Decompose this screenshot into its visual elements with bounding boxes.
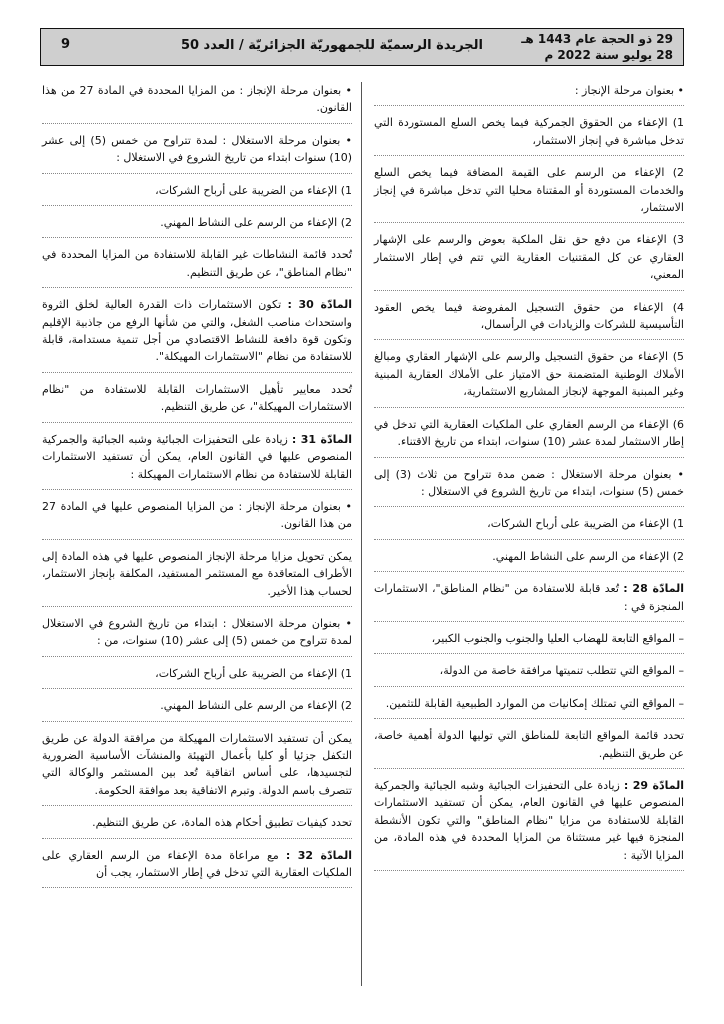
- text-paragraph: 2) الإعفاء من الرسم على القيمة المضافة فيما يخص السلع والخدمات المستوردة أو المقتناة محليا التي تدخل مباشرة في إنجاز الاستثمار،: [374, 164, 684, 223]
- right-column: [374, 82, 684, 879]
- article-text: تكون الاستثمارات ذات القدرة العالية لخلق الثروة واستحداث مناصب الشغل، والتي من شأنها الرفع من جاذبية الإقليم وتكون قوة دافعة للنشاط الاقتصادي من أجل تنمية مستدامة، قابلة للاستفادة من نظام "الاستثمارات المهيكلة".: [42, 298, 352, 364]
- article-text: مع مراعاة مدة الإعفاء من الرسم العقاري على الملكيات العقارية التي تدخل في إطار الاستثمار، يجب أن: [42, 848, 352, 879]
- article-label: المادّة 30 :: [287, 298, 352, 312]
- page-number: 9: [61, 37, 71, 52]
- text-paragraph: تُحدد قائمة النشاطات غير القابلة للاستفادة من المزايا المحددة في "نظام المناطق"، عن طريق التنظيم.: [42, 246, 352, 288]
- text-paragraph: 3) الإعفاء من دفع حق نقل الملكية بعوض والرسم على الإشهار العقاري عن كل المقتنيات العقارية التي تتم في إطار الاستثمار المعني،: [374, 231, 684, 290]
- text-paragraph: • بعنوان مرحلة الاستغلال : ابتداء من تاريخ الشروع في الاستغلال لمدة تتراوح من خمس (5) إلى عشر (10) سنوات، من :: [42, 615, 352, 657]
- article-label: المادّة 31 :: [291, 432, 353, 446]
- text-paragraph: – المواقع التي تمتلك إمكانيات من الموارد الطبيعية القابلة للتثمين.: [374, 695, 684, 719]
- article-paragraph: [374, 580, 684, 622]
- text-paragraph: 4) الإعفاء من حقوق التسجيل المفروضة فيما يخص العقود التأسيسية للشركات والزيادات في الرأسمال،: [374, 299, 684, 341]
- text-paragraph: • بعنوان مرحلة الإنجاز :: [374, 82, 684, 106]
- article-paragraph: [42, 431, 352, 490]
- article-label: المادّة 28 :: [623, 582, 685, 596]
- text-paragraph: 6) الإعفاء من الرسم العقاري على الملكيات العقارية التي تدخل في إطار الاستثمار لمدة عشر (10) سنوات، ابتداء من تاريخ الاقتناء.: [374, 416, 684, 458]
- article-paragraph: [374, 777, 684, 871]
- text-paragraph: • بعنوان مرحلة الاستغلال : ضمن مدة تتراوح من ثلاث (3) إلى خمس (5) سنوات، ابتداء من تاريخ الشروع في الاستغلال :: [374, 466, 684, 508]
- column-divider: [361, 82, 362, 986]
- text-paragraph: تحدد قائمة المواقع التابعة للمناطق التي توليها الدولة أهمية خاصة، عن طريق التنظيم.: [374, 727, 684, 769]
- page-header: [40, 28, 684, 66]
- text-paragraph: • بعنوان مرحلة الإنجاز : من المزايا المنصوص عليها في المادة 27 من هذا القانون.: [42, 498, 352, 540]
- text-paragraph: تُحدد معايير تأهيل الاستثمارات القابلة للاستفادة من "نظام الاستثمارات المهيكلة"، عن طريق التنظيم.: [42, 381, 352, 423]
- article-label: المادّة 32 :: [285, 848, 352, 862]
- text-paragraph: يمكن أن تستفيد الاستثمارات المهيكلة من مرافقة الدولة عن طريق التكفل جزئيا أو كليا بأعمال التهيئة والمنشآت الأساسية الضرورية لتجسيدها، على أساس اتفاقية تُعد بين المستثمر والوكالة التي تتصرف باسم الدولة. وتبرم الاتفاقية بعد موافقة الحكومة.: [42, 730, 352, 807]
- text-paragraph: 1) الإعفاء من الضريبة على أرباح الشركات،: [42, 182, 352, 206]
- text-paragraph: 5) الإعفاء من حقوق التسجيل والرسم على الإشهار العقاري ومبالغ الأملاك الوطنية المتضمنة حق الامتياز على الأملاك العقارية المبنية وغير المبنية الموجهة لإنجاز المشاريع الاستثمارية،: [374, 348, 684, 407]
- hijri-date: 29 ذو الحجة عام 1443 هـ: [521, 32, 673, 46]
- text-paragraph: 1) الإعفاء من الحقوق الجمركية فيما يخص السلع المستوردة التي تدخل مباشرة في إنجاز الاستثمار،: [374, 114, 684, 156]
- text-paragraph: 2) الإعفاء من الرسم على النشاط المهني.: [42, 697, 352, 721]
- text-paragraph: 1) الإعفاء من الضريبة على أرباح الشركات،: [42, 665, 352, 689]
- left-column: [42, 82, 352, 896]
- text-paragraph: • بعنوان مرحلة الاستغلال : لمدة تتراوح من خمس (5) إلى عشر (10) سنوات ابتداء من تاريخ الشروع في الاستغلال :: [42, 132, 352, 174]
- article-text: زيادة على التحفيزات الجبائية وشبه الجبائية والجمركية المنصوص عليها في القانون العام، يمكن أن تستفيد الاستثمارات القابلة للاستفادة من مزايا "نظام المناطق" والتي تكون الأنشطة المنجزة فيها غير مستثناة من المزايا المحددة في هذه المادة، من المزايا الآتية :: [374, 778, 684, 862]
- article-text: زيادة على التحفيزات الجبائية وشبه الجبائية والجمركية المنصوص عليها في القانون العام، يمكن أن تستفيد الاستثمارات القابلة للاستفادة من نظام الاستثمارات المهيكلة :: [42, 432, 352, 481]
- article-text: تُعد قابلة للاستفادة من "نظام المناطق"، الاستثمارات المنجزة في :: [374, 582, 684, 613]
- text-paragraph: يمكن تحويل مزايا مرحلة الإنجاز المنصوص عليها في هذه المادة إلى الأطراف المتعاقدة مع المستثمر المستفيد، المكلفة بإنجاز الاستثمار، لحساب هذا الأخير.: [42, 548, 352, 607]
- text-paragraph: 2) الإعفاء من الرسم على النشاط المهني.: [374, 548, 684, 572]
- text-paragraph: – المواقع التي تتطلب تنميتها مرافقة خاصة من الدولة،: [374, 662, 684, 686]
- article-paragraph: [42, 847, 352, 889]
- text-paragraph: – المواقع التابعة للهضاب العليا والجنوب والجنوب الكبير،: [374, 630, 684, 654]
- journal-title: الجريدة الرسميّة للجمهوريّة الجزائريّة / العدد 50: [180, 38, 483, 53]
- text-paragraph: • بعنوان مرحلة الإنجاز : من المزايا المحددة في المادة 27 من هذا القانون.: [42, 82, 352, 124]
- gregorian-date: 28 يوليو سنة 2022 م: [544, 48, 673, 62]
- text-paragraph: 1) الإعفاء من الضريبة على أرباح الشركات،: [374, 515, 684, 539]
- article-label: المادّة 29 :: [623, 778, 685, 792]
- text-paragraph: 2) الإعفاء من الرسم على النشاط المهني.: [42, 214, 352, 238]
- article-paragraph: [42, 296, 352, 373]
- text-paragraph: تحدد كيفيات تطبيق أحكام هذه المادة، عن طريق التنظيم.: [42, 814, 352, 838]
- header-dates: [523, 31, 673, 63]
